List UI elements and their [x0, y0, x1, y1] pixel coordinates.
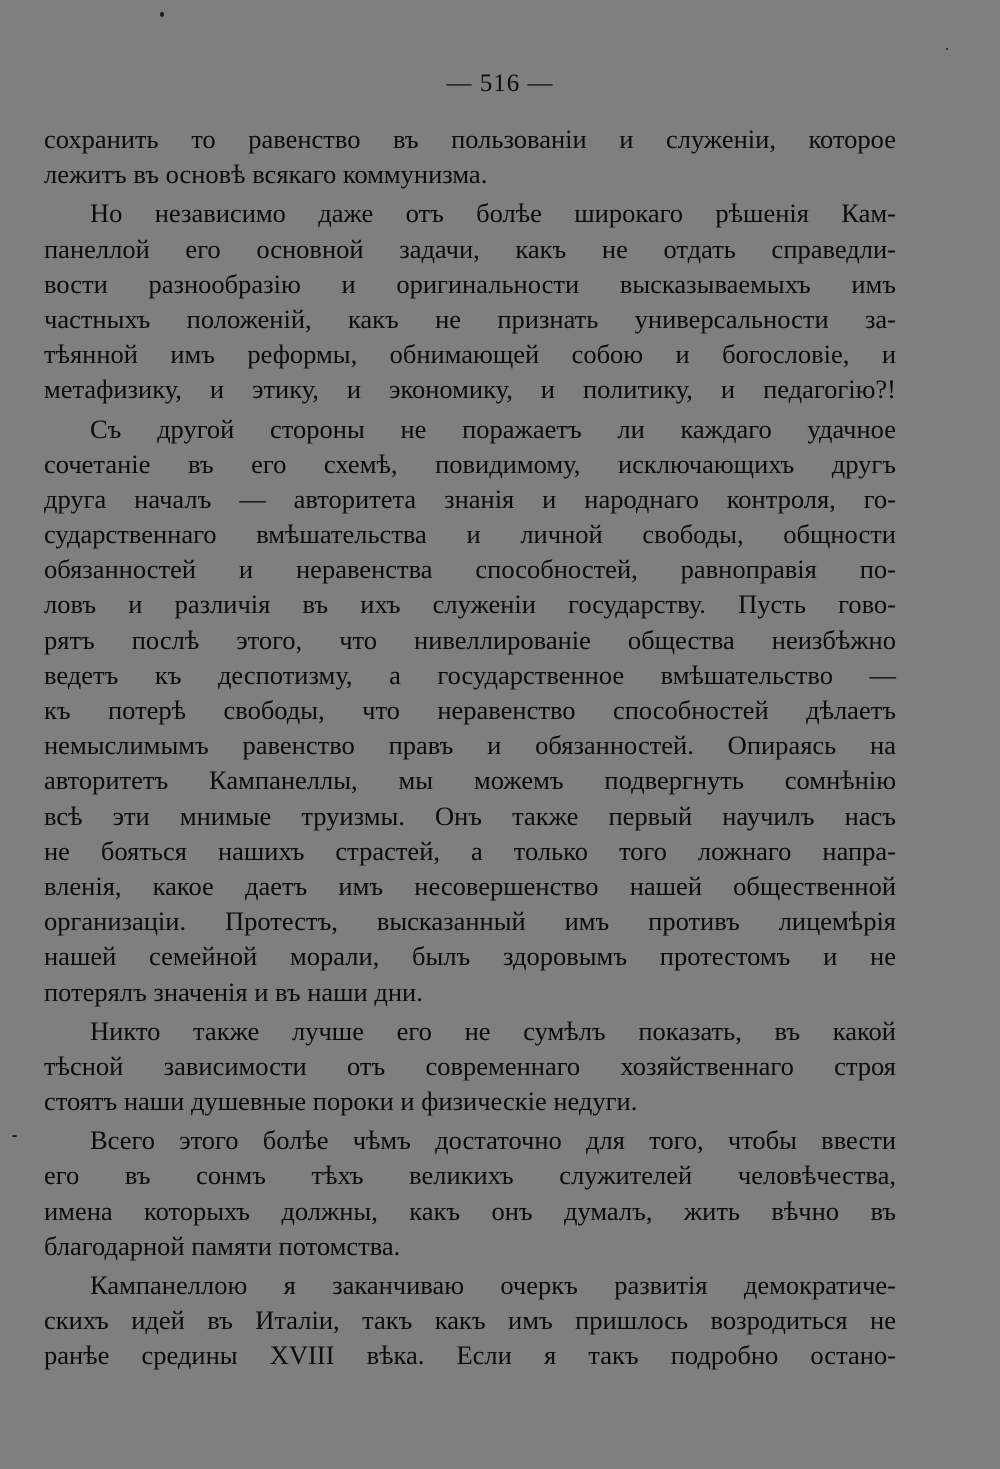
text-line: нашей семейной морали, былъ здоровымъ протестомъ и не — [44, 941, 896, 972]
text-line: сударственнаго вмѣшательства и личной свободы, общности — [44, 519, 896, 550]
text-line: ловъ и различія въ ихъ служеніи государству. Пусть гово- — [44, 589, 896, 620]
text-line: вости разнообразію и оригинальности высказываемыхъ имъ — [44, 268, 896, 299]
text-line: Никто также лучше его не сумѣлъ показать, въ какой — [90, 1015, 896, 1046]
scan-speck — [160, 12, 164, 17]
scan-speck — [946, 48, 948, 50]
text-line: его въ сонмъ тѣхъ великихъ служителей человѣчества, — [44, 1160, 896, 1191]
text-line: рятъ послѣ этого, что нивеллированіе общества неизбѣжно — [44, 624, 896, 655]
text-line: стоятъ наши душевные пороки и физическіе недуги. — [44, 1086, 638, 1117]
text-line: метафизику, и этику, и экономику, и политику, и педагогію?! — [44, 374, 896, 405]
text-line: организаціи. Протестъ, высказанный имъ противъ лицемѣрія — [44, 906, 896, 937]
text-line: тѣянной имъ реформы, обнимающей собою и богословіе, и — [44, 339, 896, 370]
paragraph — [44, 196, 896, 407]
text-line: обязанностей и неравенства способностей, равноправія по- — [44, 554, 896, 585]
paragraph — [44, 122, 896, 192]
text-line: потерялъ значенія и въ наши дни. — [44, 976, 423, 1007]
text-line: не бояться нашихъ страстей, а только того ложнаго напра- — [44, 835, 896, 866]
scan-speck — [12, 1135, 17, 1137]
paragraph — [44, 1123, 896, 1264]
paragraph — [44, 1268, 896, 1374]
page-body-text — [44, 122, 896, 1374]
text-line: всѣ эти мнимые труизмы. Онъ также первый научилъ насъ — [44, 800, 896, 831]
text-line: скихъ идей въ Италіи, такъ какъ имъ пришлось возродиться не — [44, 1305, 896, 1336]
paragraph — [44, 412, 896, 1010]
text-line: тѣсной зависимости отъ современнаго хозяйственнаго строя — [44, 1050, 896, 1081]
text-line: имена которыхъ должны, какъ онъ думалъ, жить вѣчно въ — [44, 1195, 896, 1226]
text-line: Всего этого болѣе чѣмъ достаточно для того, чтобы ввести — [90, 1125, 896, 1156]
text-line: ранѣе средины XVIII вѣка. Если я такъ подробно остано- — [44, 1340, 896, 1371]
text-line: сочетаніе въ его схемѣ, повидимому, исключающихъ другъ — [44, 448, 896, 479]
text-line: лежитъ въ основѣ всякаго коммунизма. — [44, 159, 488, 190]
text-line: сохранить то равенство въ пользованіи и служеніи, которое — [44, 124, 896, 154]
text-line: Кампанеллою я заканчиваю очеркъ развитія демократиче- — [90, 1270, 896, 1300]
text-line: благодарной памяти потомства. — [44, 1230, 401, 1261]
text-line: панеллой его основной задачи, какъ не отдать справедли- — [44, 233, 896, 264]
page-number: — 516 — — [446, 70, 554, 97]
text-line: авторитетъ Кампанеллы, мы можемъ подвергнуть сомнѣнію — [44, 765, 896, 796]
text-line: къ потерѣ свободы, что неравенство способностей дѣлаетъ — [44, 695, 896, 725]
text-line: немыслимымъ равенство правъ и обязанностей. Опираясь на — [44, 730, 896, 761]
text-line: друга началъ — авторитета знанія и народнаго контроля, го- — [44, 483, 896, 514]
text-line: ведетъ къ деспотизму, а государственное вмѣшательство — — [44, 659, 896, 690]
text-line: вленія, какое даетъ имъ несовершенство нашей общественной — [44, 870, 896, 901]
text-line: частныхъ положеній, какъ не признать универсальности за- — [44, 303, 896, 334]
text-line: Но независимо даже отъ болѣе широкаго рѣшенія Кам- — [90, 198, 896, 229]
paragraph — [44, 1014, 896, 1120]
text-line: Съ другой стороны не поражаетъ ли каждаго удачное — [90, 413, 896, 444]
